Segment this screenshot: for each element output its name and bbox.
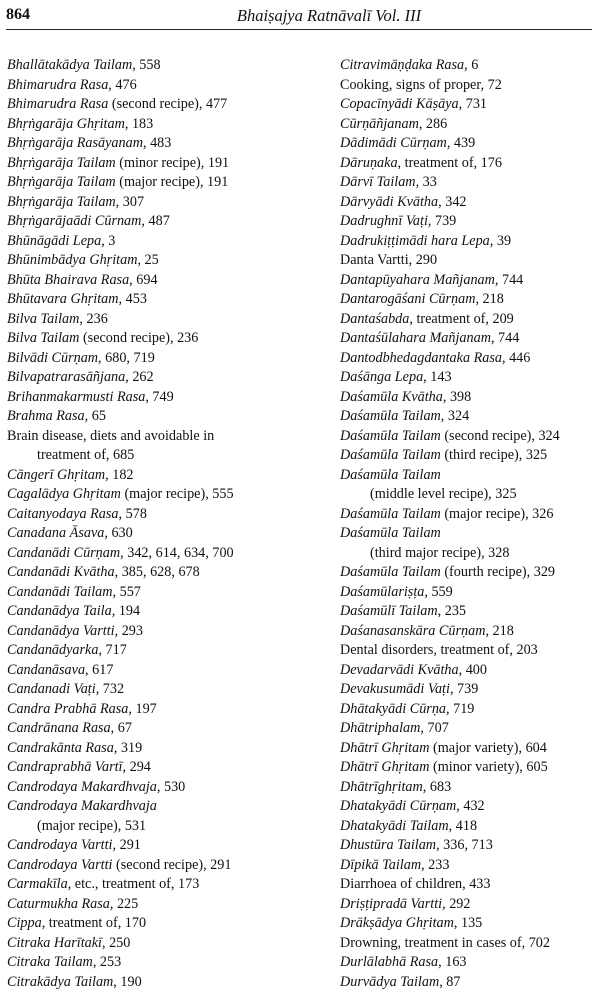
entry-locator: (middle level recipe), 325 [370,486,517,502]
entry-term: Bhallātakādya Tailam [7,57,132,73]
entry-locator: , 680, 719 [98,350,155,366]
index-entry [340,368,598,388]
index-entry [340,446,598,466]
entry-term: Dadrughnī Vaṭi [340,213,428,229]
index-entry [7,56,307,76]
entry-locator: (minor recipe), 191 [116,155,229,171]
entry-locator: , 293 [115,623,143,639]
index-entry [7,466,307,486]
entry-term: Candrodaya Vartti [7,837,113,853]
index-entry [340,212,598,232]
entry-locator: (major recipe), 326 [441,506,554,522]
index-entry [7,427,307,447]
index-entry [7,368,307,388]
entry-locator: , 319 [114,740,142,756]
entry-term: Cūrṇāñjanam [340,116,419,132]
entry-term: Candrānana Rasa [7,720,111,736]
entry-term: Caitanyodaya Rasa [7,506,119,522]
index-entry [7,76,307,96]
entry-locator: (major variety), 604 [429,740,546,756]
index-entry [7,602,307,622]
index-entry [7,407,307,427]
index-entry [7,934,307,954]
entry-locator: , 385, 628, 678 [115,564,200,580]
index-entry [7,758,307,778]
entry-locator: , 342 [438,194,466,210]
entry-locator: , 558 [132,57,160,73]
page-header [6,4,592,30]
entry-term: Candra Prabhā Rasa [7,701,128,717]
entry-locator: , 253 [93,954,121,970]
entry-locator: , 453 [119,291,147,307]
entry-term: Cāngerī Ghṛitam [7,467,105,483]
entry-locator: , 25 [137,252,158,268]
entry-locator: , 739 [450,681,478,697]
entry-term: Daśamūla Tailam [340,467,441,483]
entry-locator: (third recipe), 325 [441,447,547,463]
entry-locator: , 418 [449,818,477,834]
index-entry [340,895,598,915]
entry-locator: , 294 [123,759,151,775]
index-entry [340,505,598,525]
entry-term: Dantaśūlahara Mañjanam [340,330,491,346]
entry-locator: , 67 [111,720,132,736]
index-entry [7,349,307,369]
entry-locator: , 292 [442,896,470,912]
index-entry [340,154,598,174]
index-entry [340,797,598,817]
entry-term: Candrodaya Makardhvaja [7,798,157,814]
index-entry [340,583,598,603]
entry-locator: , 439 [447,135,475,151]
entry-locator: , 307 [116,194,144,210]
index-entry [340,290,598,310]
entry-term: Dāruṇaka [340,155,398,171]
entry-term: Candanādi Cūrṇam [7,545,120,561]
entry-locator: , 39 [490,233,511,249]
index-entry [7,154,307,174]
index-entry [7,193,307,213]
entry-locator: , 400 [459,662,487,678]
entry-locator: , 749 [145,389,173,405]
entry-locator: , 446 [502,350,530,366]
entry-locator: , 163 [438,954,466,970]
entry-term: Daśamūlī Tailam [340,603,438,619]
index-entry [7,310,307,330]
entry-locator: , etc., treatment of, 173 [68,876,200,892]
entry-term: Bhṛṅgarāja Rasāyanam [7,135,143,151]
entry-term: Candanādi Kvātha [7,564,115,580]
page-number: 864 [6,6,30,24]
entry-locator: Diarrhoea of children, 433 [340,876,491,892]
entry-term: Brihanmakarmusti Rasa [7,389,145,405]
entry-locator: , 744 [491,330,519,346]
index-entry [7,563,307,583]
entry-term: Candanādyarka [7,642,98,658]
index-entry [7,232,307,252]
entry-locator: , 324 [441,408,469,424]
entry-locator: , 3 [101,233,115,249]
entry-locator: , 744 [495,272,523,288]
index-entry [7,622,307,642]
entry-term: Bilvapatrarasāñjana [7,369,125,385]
entry-term: Cippa [7,915,42,931]
entry-term: Candanādi Tailam [7,584,113,600]
entry-locator: , 236 [79,311,107,327]
index-entry [7,251,307,271]
entry-term: Devakusumādi Vaṭi [340,681,450,697]
entry-locator: , 6 [464,57,478,73]
entry-term: Dhātrī Ghṛitam [340,759,429,775]
entry-term: Devadarvādi Kvātha [340,662,459,678]
entry-locator: (second recipe), 324 [441,428,560,444]
index-entry [340,758,598,778]
entry-locator: , 731 [459,96,487,112]
entry-term: Candrodaya Makardhvaja [7,779,157,795]
index-entry [7,875,307,895]
index-entry [7,485,307,505]
entry-term: Caturmukha Rasa [7,896,110,912]
entry-locator: , 182 [105,467,133,483]
index-entry [7,836,307,856]
entry-term: Daśamūlariṣṭa [340,584,424,600]
entry-locator: , 483 [143,135,171,151]
index-entry [340,251,598,271]
index-entry [7,700,307,720]
entry-locator: , 135 [454,915,482,931]
index-entry [340,875,598,895]
entry-locator: , 65 [85,408,106,424]
entry-term: Daśamūla Tailam [340,428,441,444]
index-entry [340,407,598,427]
entry-locator: , 291 [113,837,141,853]
entry-term: Dantaśabda [340,311,409,327]
entry-locator: , 33 [416,174,437,190]
entry-locator: , 194 [112,603,140,619]
entry-term: Dādimādi Cūrṇam [340,135,447,151]
entry-term: Drākṣādya Ghṛitam [340,915,454,931]
entry-term: Bhūtavara Ghṛitam [7,291,119,307]
index-entry [340,173,598,193]
entry-locator: , treatment of, 176 [398,155,502,171]
entry-locator: , 250 [102,935,130,951]
entry-term: Candanādya Vartti [7,623,115,639]
index-column-left [7,56,307,992]
entry-locator: Brain disease, diets and avoidable in [7,428,214,444]
entry-locator: , 183 [125,116,153,132]
entry-term: Bhṛṅgarāja Tailam [7,174,116,190]
index-entry [7,895,307,915]
index-entry [7,739,307,759]
index-entry [340,953,598,973]
entry-term: Daśamūla Tailam [340,447,441,463]
index-entry [7,446,307,466]
entry-locator: , 336, 713 [436,837,493,853]
index-entry [340,544,598,564]
index-entry [7,680,307,700]
index-entry [7,973,307,992]
index-entry [340,95,598,115]
index-entry [340,778,598,798]
index-entry [7,524,307,544]
entry-locator: , 739 [428,213,456,229]
entry-term: Candrakānta Rasa [7,740,114,756]
entry-term: Brahma Rasa [7,408,85,424]
entry-term: Daśamūla Tailam [340,408,441,424]
entry-term: Daśamūla Tailam [340,525,441,541]
entry-term: Citravimāṇḍaka Rasa [340,57,464,73]
index-entry [7,544,307,564]
entry-term: Bhūnimbādya Ghṛitam [7,252,137,268]
index-entry [340,563,598,583]
entry-term: Dantapūyahara Mañjanam [340,272,495,288]
entry-term: Bhūta Bhairava Rasa [7,272,129,288]
index-entry [340,349,598,369]
entry-term: Bhimarudra Rasa [7,77,108,93]
index-entry [340,427,598,447]
entry-term: Daśānga Lepa [340,369,423,385]
index-entry [7,173,307,193]
entry-locator: , 233 [421,857,449,873]
index-entry [7,719,307,739]
entry-term: Durvādya Tailam [340,974,439,990]
entry-locator: , 225 [110,896,138,912]
index-entry [7,271,307,291]
entry-term: Bhṛṅgarāja Tailam [7,155,116,171]
entry-locator: , 559 [424,584,452,600]
entry-term: Bhimarudra Rasa [7,96,108,112]
entry-term: Citraka Harītakī [7,935,102,951]
entry-term: Bilva Tailam [7,330,79,346]
entry-term: Dadrukiṭṭimādi hara Lepa [340,233,490,249]
index-entry [7,115,307,135]
entry-term: Carmakīla [7,876,68,892]
entry-term: Dhātakyādi Cūrṇa [340,701,446,717]
entry-term: Citrakādya Tailam [7,974,113,990]
entry-locator: , 398 [443,389,471,405]
entry-locator: (second recipe), 236 [79,330,198,346]
index-entry [340,329,598,349]
index-entry [7,778,307,798]
entry-locator: , 617 [85,662,113,678]
entry-locator: , 190 [113,974,141,990]
entry-term: Bhṛṅgarājaādi Cūrnam [7,213,141,229]
index-entry [340,700,598,720]
entry-term: Daśamūla Tailam [340,506,441,522]
entry-locator: , treatment of, 170 [42,915,146,931]
entry-term: Candanadi Vaṭi [7,681,96,697]
index-entry [340,602,598,622]
entry-term: Copacīnyādi Kāṣāya [340,96,459,112]
index-entry [340,817,598,837]
entry-term: Daśamūla Kvātha [340,389,443,405]
entry-term: Dhātrīghṛitam [340,779,423,795]
entry-term: Candrodaya Vartti [7,857,113,873]
entry-term: Candanādya Taila [7,603,112,619]
index-entry [340,739,598,759]
index-entry [7,134,307,154]
header-rule [6,29,592,30]
entry-term: Dhatakyādi Cūrṇam [340,798,456,814]
entry-term: Candanāsava [7,662,85,678]
running-title: Bhaiṣajya Ratnāvalī Vol. III [6,6,592,26]
index-entry [7,953,307,973]
entry-locator: , 143 [423,369,451,385]
entry-locator: (major recipe), 531 [37,818,146,834]
entry-locator: , 197 [128,701,156,717]
entry-term: Dantarogāśani Cūrṇam [340,291,475,307]
entry-locator: , 683 [423,779,451,795]
index-entry [7,661,307,681]
index-entry [340,271,598,291]
index-entry [340,973,598,992]
index-entry [340,661,598,681]
index-entry [340,524,598,544]
entry-locator: , 707 [420,720,448,736]
entry-term: Citraka Tailam [7,954,93,970]
index-entry [7,583,307,603]
entry-locator: , 262 [125,369,153,385]
index-entry [340,56,598,76]
entry-locator: Cooking, signs of proper, 72 [340,77,502,93]
entry-locator: , 530 [157,779,185,795]
entry-term: Bilvādi Cūrṇam [7,350,98,366]
entry-locator: , 694 [129,272,157,288]
entry-locator: , 235 [438,603,466,619]
entry-locator: , treatment of, 209 [409,311,513,327]
entry-term: Dantodbhedagdantaka Rasa [340,350,502,366]
index-entry [7,212,307,232]
entry-locator: , 218 [475,291,503,307]
index-entry [340,388,598,408]
index-entry [340,76,598,96]
entry-locator: (major recipe), 555 [121,486,234,502]
entry-term: Bhūnāgādi Lepa [7,233,101,249]
entry-locator: , 557 [113,584,141,600]
index-entry [7,797,307,817]
index-entry [340,115,598,135]
entry-term: Cagalādya Ghṛitam [7,486,121,502]
entry-locator: , 487 [141,213,169,229]
index-entry [7,641,307,661]
entry-locator: , 218 [485,623,513,639]
entry-term: Dīpikā Tailam [340,857,421,873]
entry-locator: (minor variety), 605 [429,759,547,775]
entry-term: Durlālabhā Rasa [340,954,438,970]
entry-term: Dhātriphalam [340,720,420,736]
entry-locator: (second recipe), 477 [108,96,227,112]
index-entry [340,193,598,213]
index-entry [7,329,307,349]
entry-locator: Dental disorders, treatment of, 203 [340,642,538,658]
index-entry [7,505,307,525]
index-entry [340,641,598,661]
index-entry [7,290,307,310]
entry-term: Dhatakyādi Tailam [340,818,449,834]
entry-term: Bhṛṅgarāja Ghṛitam [7,116,125,132]
index-entry [7,95,307,115]
entry-locator: , 342, 614, 634, 700 [120,545,234,561]
entry-locator: (fourth recipe), 329 [441,564,555,580]
entry-term: Dārvyādi Kvātha [340,194,438,210]
entry-locator: (second recipe), 291 [113,857,232,873]
entry-locator: , 717 [98,642,126,658]
index-entry [340,485,598,505]
entry-term: Dhustūra Tailam [340,837,436,853]
entry-term: Dārvī Tailam [340,174,416,190]
entry-term: Daśamūla Tailam [340,564,441,580]
entry-locator: Danta Vartti, 290 [340,252,437,268]
entry-term: Driṣṭipradā Vartti [340,896,442,912]
entry-locator: , 732 [96,681,124,697]
entry-term: Dhātrī Ghṛitam [340,740,429,756]
index-entry [340,836,598,856]
index-entry [7,388,307,408]
index-entry [340,466,598,486]
entry-locator: (major recipe), 191 [116,174,229,190]
index-column-right [340,56,598,992]
entry-locator: (third major recipe), 328 [370,545,509,561]
index-entry [340,680,598,700]
index-entry [340,232,598,252]
index-entry [340,310,598,330]
index-entry [340,719,598,739]
entry-locator: , 286 [419,116,447,132]
index-entry [340,856,598,876]
index-entry [7,856,307,876]
entry-locator: , 578 [119,506,147,522]
entry-term: Bilva Tailam [7,311,79,327]
entry-locator: , 87 [439,974,460,990]
entry-term: Canadana Āsava [7,525,104,541]
index-entry [7,817,307,837]
entry-locator: , 719 [446,701,474,717]
entry-locator: , 476 [108,77,136,93]
entry-locator: Drowning, treatment in cases of, 702 [340,935,550,951]
index-entry [340,934,598,954]
entry-locator: , 432 [456,798,484,814]
entry-locator: , 630 [104,525,132,541]
entry-term: Bhṛṅgarāja Tailam [7,194,116,210]
entry-term: Daśanasanskāra Cūrṇam [340,623,485,639]
index-entry [340,622,598,642]
entry-term: Candraprabhā Vartī [7,759,123,775]
index-entry [340,134,598,154]
entry-locator: treatment of, 685 [37,447,134,463]
